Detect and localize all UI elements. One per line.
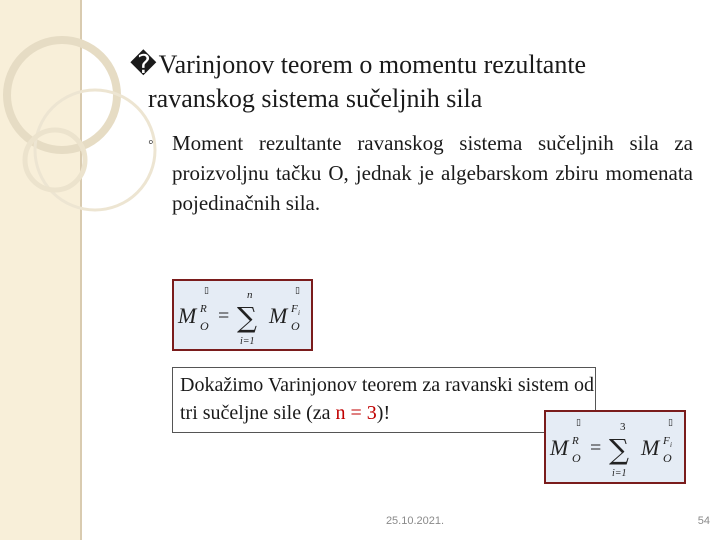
title-line-2: ravanskog sistema sučeljnih sila [148, 84, 483, 113]
lhs-vector-glyph: ▯ [204, 286, 209, 296]
sum-sigma-icon: ∑ [609, 433, 629, 466]
formula-general [174, 281, 311, 349]
lhs-moment-symbol: M [178, 303, 197, 328]
proof-text-end: )! [376, 402, 391, 424]
title-bullet: � [130, 50, 157, 79]
rhs-moment-symbol: M [269, 303, 288, 328]
lhs-superscript: R [572, 435, 579, 447]
rhs-superscript-index: i [670, 441, 672, 449]
deco-circle-large [7, 40, 117, 150]
rhs-moment-symbol: M [641, 435, 660, 460]
footer-page-number: 54 [697, 515, 710, 527]
lhs-superscript: R [200, 303, 207, 315]
rhs-vector-glyph: ▯ [668, 418, 673, 428]
footer-date: 25.10.2021. [385, 515, 445, 527]
equals-sign: = [218, 305, 230, 327]
lhs-vector-glyph: ▯ [576, 418, 581, 428]
rhs-subscript: O [663, 451, 672, 465]
lhs-moment-symbol: M [550, 435, 569, 460]
sum-upper-limit: 3 [620, 421, 626, 433]
rhs-superscript: F [663, 435, 670, 447]
sum-lower-limit: i=1 [240, 336, 255, 347]
sub-bullet [148, 128, 693, 218]
slide-title [130, 48, 710, 116]
formula-specific [546, 412, 684, 482]
proof-prompt-box [172, 367, 596, 433]
sum-sigma-icon: ∑ [237, 301, 257, 334]
sub-bullet-marker: ◦ [148, 134, 154, 151]
deco-circle-small [25, 130, 85, 190]
formula-specific-box [544, 410, 686, 484]
sub-bullet-text: Moment rezultante ravanskog sistema sučeljnih sila za proizvoljnu tačku O, jednak je algebarskom zbiru momenata pojedinačnih sila. [172, 131, 693, 215]
proof-highlight: n = 3 [335, 402, 377, 424]
sum-upper-limit: n [247, 289, 253, 301]
rhs-superscript: F [291, 303, 298, 315]
formula-general-box [172, 279, 313, 351]
rhs-vector-glyph: ▯ [295, 286, 300, 296]
rhs-superscript-index: i [298, 309, 300, 317]
proof-text-start: Dokažimo Varinjonov teorem za ravanski sistem od tri sučeljne sile (za [180, 374, 594, 424]
lhs-subscript: O [200, 319, 209, 333]
sum-lower-limit: i=1 [612, 468, 627, 479]
title-line-1: Varinjonov teorem o momentu rezultante [158, 50, 587, 79]
rhs-subscript: O [291, 319, 300, 333]
lhs-subscript: O [572, 451, 581, 465]
equals-sign: = [590, 437, 602, 459]
